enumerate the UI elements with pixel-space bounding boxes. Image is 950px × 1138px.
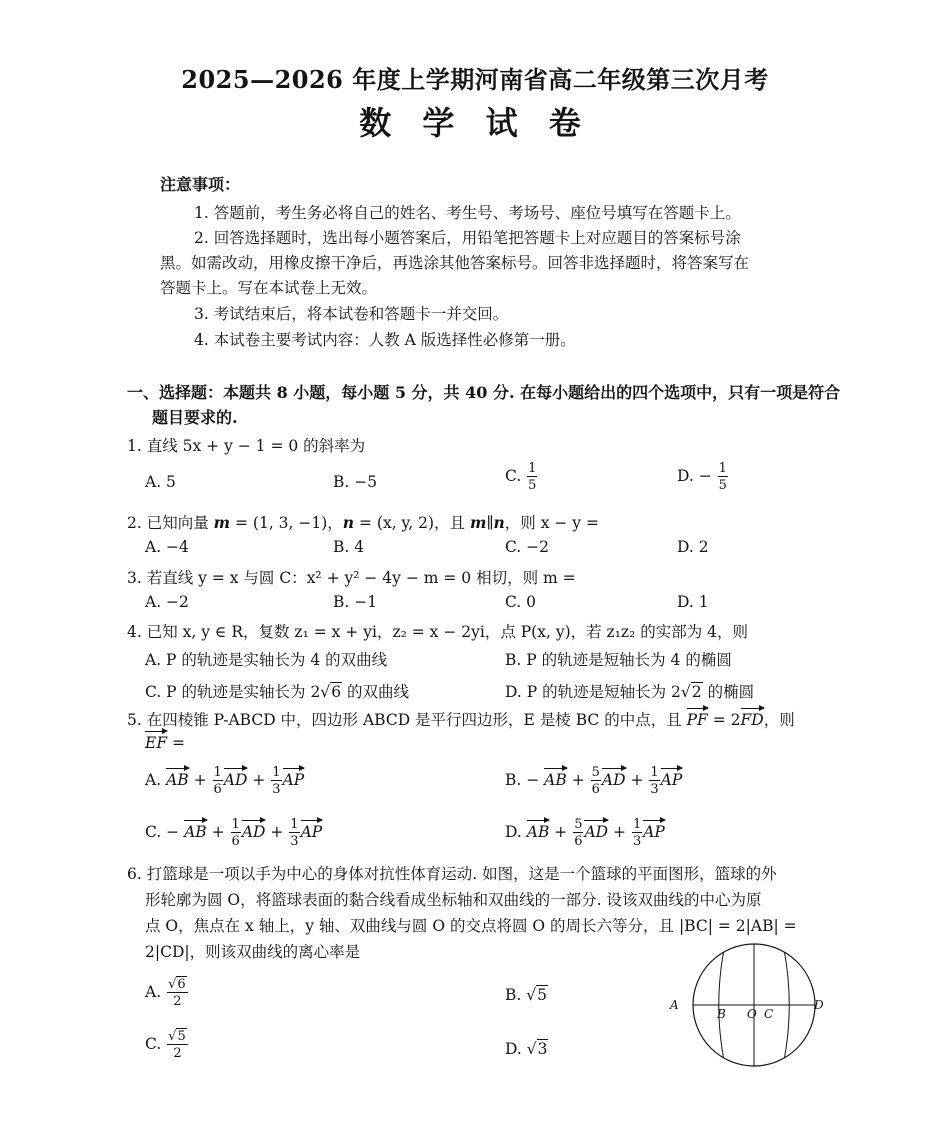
q5-a-plus2: + <box>247 771 271 789</box>
q5-c-vec-ad: AD <box>241 823 266 841</box>
q5-a-frac2-den: 3 <box>272 782 281 797</box>
q5-c-label: C. − <box>145 823 180 841</box>
q1-option-a: A. 5 <box>145 473 176 491</box>
q5-b-plus2: + <box>625 771 649 789</box>
basketball-figure <box>662 938 832 1078</box>
q6-c-radicand: 5 <box>177 1029 186 1044</box>
q5-d-frac2-num: 1 <box>632 817 642 832</box>
q3-option-c: C. 0 <box>505 593 537 611</box>
figure-label-c: C <box>764 1007 774 1021</box>
q5-stem-b: = 2 <box>707 711 741 729</box>
q1-option-d <box>677 462 729 492</box>
q5-b-frac2 <box>649 766 659 796</box>
q2-vec-n2: n <box>493 513 505 532</box>
paper-subtitle: 数 学 试 卷 <box>359 104 591 142</box>
q2-vec-m: m <box>213 513 231 532</box>
q5-b-frac1-num: 5 <box>591 765 600 780</box>
q5-d-frac2 <box>632 818 642 848</box>
q5-a-vec-ap: AP <box>282 771 305 789</box>
q5-stem-d: = <box>167 734 185 752</box>
q6-option-a <box>145 978 189 1008</box>
figure-label-o: O <box>747 1007 757 1021</box>
q1-d-label: D. − <box>677 467 712 485</box>
figure-label-b: B <box>717 1007 726 1021</box>
notice-item-2c: 答题卡上。写在本试卷上无效。 <box>160 279 378 297</box>
q5-c-frac2-num: 1 <box>290 817 299 832</box>
q1-d-num: 1 <box>718 461 727 476</box>
q5-d-vec-ap: AP <box>643 823 665 841</box>
q1-c-den: 5 <box>528 478 537 493</box>
q4-option-d <box>505 680 754 702</box>
q1-option-b: B. −5 <box>333 473 378 491</box>
q1-stem: 1. 直线 5x + y − 1 = 0 的斜率为 <box>127 437 366 455</box>
q5-c-plus2: + <box>265 823 289 841</box>
notice-item-1: 1. 答题前，考生务必将自己的姓名、考生号、考场号、座位号填写在答题卡上。 <box>194 204 741 222</box>
q5-option-c <box>145 818 322 848</box>
q6-d-label: D. √ <box>505 1040 537 1058</box>
q2-vec-m2: m <box>469 513 487 532</box>
q4-d-a: D. P 的轨迹是短轴长为 2√ <box>505 683 691 701</box>
q3-option-a: A. −2 <box>145 593 189 611</box>
q5-a-label: A. <box>145 771 162 789</box>
q5-b-frac2-den: 3 <box>650 782 659 797</box>
q4-c-radicand: 6 <box>331 683 342 701</box>
q6-b-radicand: 5 <box>537 986 547 1004</box>
q1-option-c <box>505 462 538 492</box>
q4-c-b: 的双曲线 <box>342 683 409 701</box>
q5-d-vec-ad: AD <box>584 823 609 841</box>
q1-c-label: C. <box>505 467 522 485</box>
q5-vec-pf: PF <box>686 711 708 729</box>
q5-a-vec-ad: AD <box>223 771 248 789</box>
q6-c-num: √5 <box>168 1029 186 1044</box>
q5-stem-c: ，则 <box>763 711 795 729</box>
q4-option-c <box>145 680 409 702</box>
q2-parallel: ∥ <box>486 514 494 532</box>
q6-c-fraction <box>167 1030 188 1060</box>
q2-stem-c: = (x, y, 2)，且 <box>354 514 470 532</box>
figure-label-a: A <box>670 998 679 1012</box>
q5-c-frac1-den: 6 <box>231 834 240 849</box>
q5-a-frac1-den: 6 <box>213 782 222 797</box>
q5-vec-ef: EF <box>145 734 168 752</box>
section-1-heading-cont: 题目要求的. <box>152 408 238 427</box>
q6-stem-2: 形轮廓为圆 O，将篮球表面的黏合线看成坐标轴和双曲线的一部分. 设该双曲线的中心为原 <box>145 891 762 909</box>
q5-d-frac1-num: 5 <box>574 817 583 832</box>
q5-vec-fd: FD <box>740 711 764 729</box>
notice-item-2b: 黑。如需改动，用橡皮擦干净后，再选涂其他答案标号。回答非选择题时，将答案写在 <box>160 254 750 272</box>
q1-d-den: 5 <box>718 478 727 493</box>
section-1-heading: 一、选择题：本题共 8 小题，每小题 5 分，共 40 分. 在每小题给出的四个选项中，只有一项是符合 <box>127 383 841 402</box>
q5-a-frac2-num: 1 <box>272 765 281 780</box>
notice-item-4: 4. 本试卷主要考试内容：人教 A 版选择性必修第一册。 <box>194 331 576 349</box>
paper-title: 2025—2026 年度上学期河南省高二年级第三次月考 <box>181 65 769 94</box>
q5-option-b <box>505 766 682 796</box>
figure-label-d: D <box>814 998 824 1012</box>
q5-a-frac2 <box>271 766 281 796</box>
q6-c-label: C. <box>145 1035 162 1053</box>
q5-c-frac2-den: 3 <box>290 834 299 849</box>
q5-stem-cont <box>145 734 185 752</box>
q5-c-frac2 <box>289 818 299 848</box>
q4-stem: 4. 已知 x, y ∈ R，复数 z₁ = x + yi，z₂ = x − 2yi，点 P(x, y)，若 z₁z₂ 的实部为 4，则 <box>127 623 749 641</box>
q4-d-radicand: 2 <box>691 683 702 701</box>
q5-d-vec-ab: AB <box>526 823 550 841</box>
q4-c-a: C. P 的轨迹是实轴长为 2√ <box>145 683 331 701</box>
q5-d-frac2-den: 3 <box>632 834 642 849</box>
q5-d-plus2: + <box>608 823 631 841</box>
q3-option-b: B. −1 <box>333 593 378 611</box>
q5-c-frac1-num: 1 <box>231 817 240 832</box>
q5-b-frac2-num: 1 <box>650 765 659 780</box>
q5-c-vec-ap: AP <box>300 823 323 841</box>
q2-option-b: B. 4 <box>333 538 365 556</box>
q5-d-frac1-den: 6 <box>574 834 583 849</box>
q5-option-a <box>145 766 304 796</box>
q5-c-frac1 <box>231 818 241 848</box>
q6-option-d <box>505 1040 548 1058</box>
q5-a-frac1 <box>213 766 223 796</box>
q5-a-plus1: + <box>188 771 212 789</box>
notice-heading: 注意事项： <box>160 175 241 194</box>
notice-item-3: 3. 考试结束后，将本试卷和答题卡一并交回。 <box>194 305 509 323</box>
q6-option-b <box>505 986 548 1004</box>
q5-b-frac1-den: 6 <box>591 782 600 797</box>
q6-c-den: 2 <box>173 1046 182 1061</box>
q5-a-frac1-num: 1 <box>213 765 222 780</box>
q5-a-vec-ab: AB <box>166 771 189 789</box>
q6-stem-1: 6. 打篮球是一项以手为中心的身体对抗性体育运动. 如图，这是一个篮球的平面图形，篮球的外 <box>127 865 777 883</box>
q5-b-vec-ap: AP <box>660 771 683 789</box>
q5-b-frac1 <box>591 766 601 796</box>
q6-option-c <box>145 1030 189 1060</box>
q2-option-a: A. −4 <box>145 538 189 556</box>
q5-d-plus1: + <box>549 823 573 841</box>
q5-d-frac1 <box>573 818 583 848</box>
q1-d-fraction <box>718 462 728 492</box>
notice-item-2a: 2. 回答选择题时，选出每小题答案后，用铅笔把答题卡上对应题目的答案标号涂 <box>194 229 741 247</box>
q2-option-d: D. 2 <box>677 538 709 556</box>
q2-stem-b: = (1, 3, −1)， <box>230 514 343 532</box>
q2-vec-n: n <box>342 513 355 532</box>
q4-d-b: 的椭圆 <box>702 683 755 701</box>
q6-a-den: 2 <box>173 994 182 1009</box>
q5-c-plus1: + <box>206 823 230 841</box>
q5-b-label: B. − <box>505 771 540 789</box>
q2-stem-a: 2. 已知向量 <box>127 514 214 532</box>
q6-stem-3: 点 O，焦点在 x 轴上，y 轴、双曲线与圆 O 的交点将圆 O 的周长六等分，且 |BC| = 2|AB| = <box>145 917 797 935</box>
q6-b-label: B. √ <box>505 986 537 1004</box>
q1-c-num: 1 <box>528 461 537 476</box>
q2-stem <box>127 511 599 533</box>
q6-d-radicand: 3 <box>537 1040 548 1058</box>
q6-stem-4: 2|CD|，则该双曲线的离心率是 <box>145 943 361 961</box>
q5-option-d <box>505 818 665 848</box>
q2-stem-d: ，则 x − y = <box>504 514 599 532</box>
q6-a-radicand: 6 <box>177 977 186 992</box>
q6-a-label: A. <box>145 983 162 1001</box>
q2-option-c: C. −2 <box>505 538 550 556</box>
q6-a-num: √6 <box>168 977 186 992</box>
q5-c-vec-ab: AB <box>184 823 207 841</box>
q1-c-fraction <box>527 462 537 492</box>
q5-stem-a: 5. 在四棱锥 P-ABCD 中，四边形 ABCD 是平行四边形，E 是棱 BC 的中点，且 <box>127 711 687 729</box>
q5-b-plus1: + <box>566 771 590 789</box>
q3-stem: 3. 若直线 y = x 与圆 C：x² + y² − 4y − m = 0 相切，则 m = <box>127 569 576 587</box>
q5-d-label: D. <box>505 823 522 841</box>
q5-b-vec-ad: AD <box>601 771 626 789</box>
q4-option-b: B. P 的轨迹是短轴长为 4 的椭圆 <box>505 651 732 669</box>
q5-stem <box>127 708 795 730</box>
q6-a-fraction <box>167 978 188 1008</box>
q4-option-a: A. P 的轨迹是实轴长为 4 的双曲线 <box>145 651 388 669</box>
q5-b-vec-ab: AB <box>544 771 567 789</box>
q3-option-d: D. 1 <box>677 593 709 611</box>
